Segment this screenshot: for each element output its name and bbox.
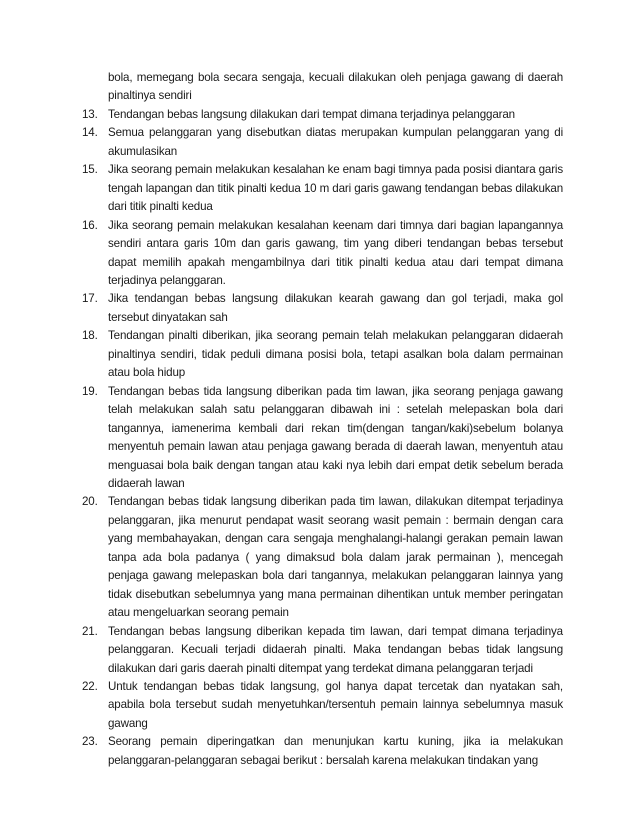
list-item bbox=[82, 290, 563, 327]
list-item bbox=[82, 124, 563, 161]
list-item-text: Tendangan bebas langsung diberikan kepada tim lawan, dari tempat dimana terjadinya pelanggaran. Kecuali terjadi didaerah pinalti. Maka tendangan bebas tidak langsung dilakukan dari garis daerah pinalti ditempat yang terdekat dimana pelanggaran terjadi bbox=[108, 624, 563, 675]
list-item bbox=[82, 733, 563, 770]
list-item-number: 13. bbox=[82, 107, 98, 121]
list-item-text: Tendangan bebas tida langsung diberikan pada tim lawan, jika seorang penjaga gawang telah melakukan salah satu pelanggaran dibawah ini : setelah melepaskan bola dari tangannya, iamenerima kembali dari rekan tim(dengan tangan/kaki)sebelum bolanya menyentuh pemain lawan atau penjaga gawang berada di daerah lawan, menyentuh atau menguasai bola baik dengan tangan atau kaki nya lebih dari empat detik sebelum berada didaerah lawan bbox=[108, 384, 563, 490]
list-item bbox=[82, 623, 563, 678]
list-item-text: Tendangan bebas tidak langsung diberikan pada tim lawan, dilakukan ditempat terjadinya pelanggaran, jika menurut pendapat wasit seorang wasit pemain : bermain dengan cara yang membahayakan, dengan cara sengaja menghalangi-halangi gerakan pemain lawan tanpa ada bola padanya ( yang dimaksud bola dalam jarak permainan ), mencegah penjaga gawang melepaskan bola dari tangannya, melakukan pelanggaran lainnya yang tidak disebutkan sebelumnya yang mana permainan dihentikan untuk member peringatan atau mengeluarkan seorang pemain bbox=[108, 495, 563, 620]
list-item-number: 17. bbox=[82, 292, 98, 306]
list-item bbox=[82, 678, 563, 733]
list-item bbox=[82, 327, 563, 382]
list-item-text: Semua pelanggaran yang disebutkan diatas merupakan kumpulan pelanggaran yang di akumulasikan bbox=[108, 126, 563, 158]
list-item-number: 16. bbox=[82, 218, 98, 232]
list-item-text: bola, memegang bola secara sengaja, kecuali dilakukan oleh penjaga gawang di daerah pinaltinya sendiri bbox=[108, 71, 563, 103]
rules-list bbox=[82, 69, 563, 770]
list-item-number: 23. bbox=[82, 735, 98, 749]
list-item-number: 19. bbox=[82, 384, 98, 398]
list-item-continuation bbox=[82, 69, 563, 106]
list-item bbox=[82, 493, 563, 622]
list-item-text: Jika seorang pemain melakukan kesalahan ke enam bagi timnya pada posisi diantara garis tengah lapangan dan titik pinalti kedua 10 m dari garis gawang tendangan bebas dilakukan dari titik pinalti kedua bbox=[108, 163, 563, 214]
list-item-text: Seorang pemain diperingatkan dan menunjukan kartu kuning, jika ia melakukan pelanggaran-pelanggaran sebagai berikut : bersalah karena melakukan tindakan yang bbox=[108, 735, 563, 767]
list-item bbox=[82, 383, 563, 494]
list-item-number: 15. bbox=[82, 163, 98, 177]
list-item-text: Untuk tendangan bebas tidak langsung, gol hanya dapat tercetak dan nyatakan sah, apabila bola tersebut sudah menyetuhkan/tersentuh pemain lainnya sebelumnya masuk gawang bbox=[108, 679, 563, 730]
list-item-number: 21. bbox=[82, 624, 98, 638]
list-item-number: 20. bbox=[82, 495, 98, 509]
list-item-text: Jika seorang pemain melakukan kesalahan keenam dari timnya dari bagian lapangannya sendiri antara garis 10m dan garis gawang, tim yang diberi tendangan bebas tersebut dapat memilih apakah mengambilnya dari titik pinalti kedua atau dari tempat dimana terjadinya pelanggaran. bbox=[108, 218, 563, 287]
list-item-number: 18. bbox=[82, 329, 98, 343]
list-item-text: Tendangan bebas langsung dilakukan dari tempat dimana terjadinya pelanggaran bbox=[108, 107, 515, 121]
list-item bbox=[82, 106, 563, 124]
list-item-number: 22. bbox=[82, 679, 98, 693]
list-item-number: 14. bbox=[82, 126, 98, 140]
list-item bbox=[82, 161, 563, 216]
list-item-text: Jika tendangan bebas langsung dilakukan kearah gawang dan gol terjadi, maka gol tersebut dinyatakan sah bbox=[108, 292, 563, 324]
list-item-text: Tendangan pinalti diberikan, jika seorang pemain telah melakukan pelanggaran didaerah pinaltinya sendiri, tidak peduli dimana posisi bola, tetapi asalkan bola dalam permainan atau bola hidup bbox=[108, 329, 563, 380]
list-item bbox=[82, 217, 563, 291]
